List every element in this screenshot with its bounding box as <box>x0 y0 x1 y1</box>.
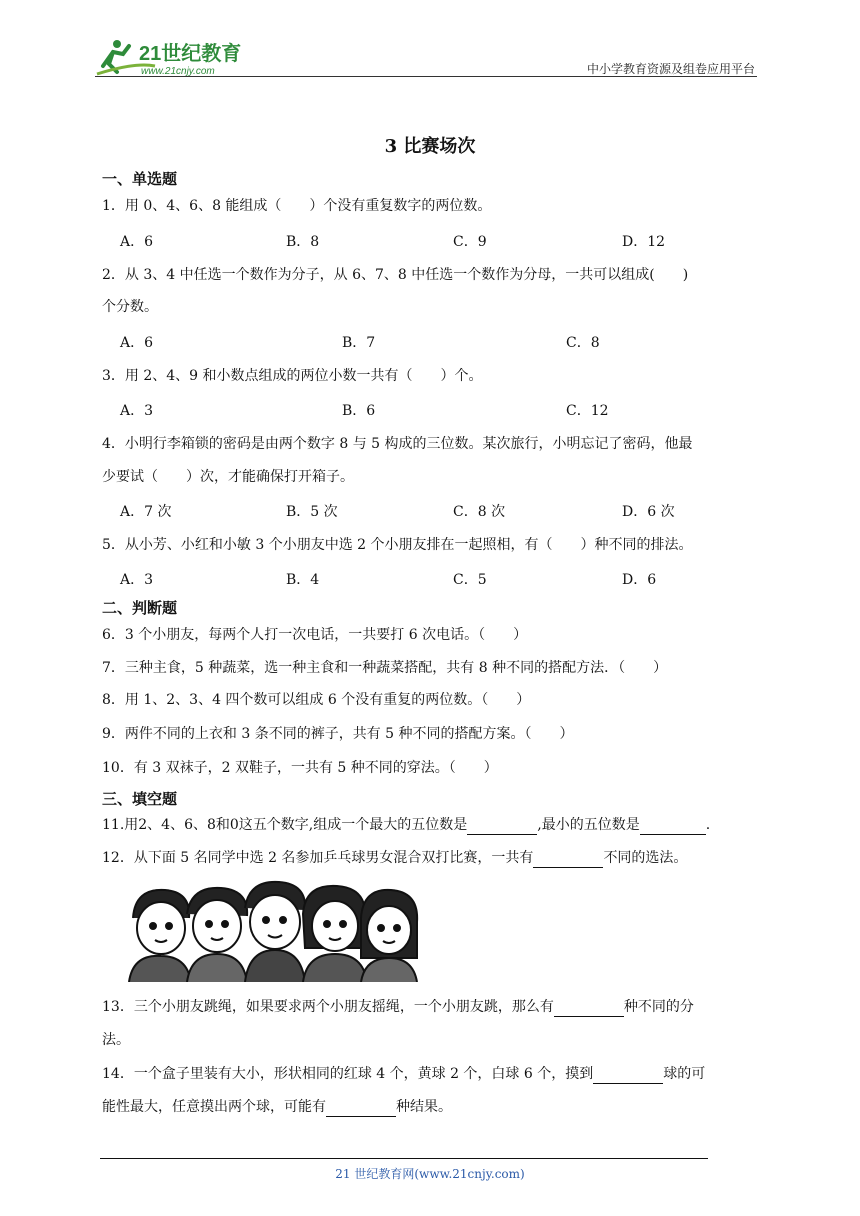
section-heading-fill-blank: 三、填空题 <box>102 790 178 808</box>
question-6: 6．3 个小朋友，每两个人打一次电话，一共要打 6 次电话。（ ） <box>102 627 528 643</box>
q14-text-4: 种结果。 <box>396 1099 452 1115</box>
q11-text-1: 11.用2、4、6、8和0这五个数字,组成一个最大的五位数是 <box>102 817 468 833</box>
q2-option-b: B．7 <box>342 335 376 351</box>
q14-text-3: 能性最大，任意摸出两个球，可能有 <box>102 1099 326 1115</box>
footer-link[interactable]: 21 世纪教育网(www.21cnjy.com) <box>335 1167 525 1181</box>
q2-option-c: C．8 <box>566 335 600 351</box>
question-3: 3．用 2、4、9 和小数点组成的两位小数一共有（ ）个。 <box>102 368 483 384</box>
question-10: 10．有 3 双袜子，2 双鞋子，一共有 5 种不同的穿法。（ ） <box>102 760 498 776</box>
question-11 <box>102 815 710 835</box>
q13-blank[interactable] <box>554 1000 624 1017</box>
q3-option-b: B．6 <box>342 403 376 419</box>
q1-option-b: B．8 <box>286 234 320 250</box>
section-heading-single-choice: 一、单选题 <box>102 170 178 188</box>
q11-text-3: . <box>705 817 711 833</box>
header-platform-text: 中小学教育资源及组卷应用平台 <box>586 62 755 76</box>
question-8: 8．用 1、2、3、4 四个数可以组成 6 个没有重复的两位数。（ ） <box>102 692 531 708</box>
q3-option-c: C．12 <box>566 403 609 419</box>
q11-blank-1[interactable] <box>467 818 537 835</box>
q14-blank-2[interactable] <box>326 1100 396 1117</box>
q13-text-2: 种不同的分 <box>623 999 694 1015</box>
q11-text-2: ,最小的五位数是 <box>537 817 640 833</box>
section-heading-true-false: 二、判断题 <box>102 599 178 617</box>
q12-text-1: 12．从下面 5 名同学中选 2 名参加乒乓球男女混合双打比赛，一共有 <box>102 850 534 866</box>
q4-option-c: C．8 次 <box>453 504 506 520</box>
question-1: 1．用 0、4、6、8 能组成（ ）个没有重复数字的两位数。 <box>102 198 492 214</box>
q11-blank-2[interactable] <box>640 818 706 835</box>
q13-text-1: 13．三个小朋友跳绳，如果要求两个小朋友摇绳，一个小朋友跳，那么有 <box>102 999 554 1015</box>
q4-option-a: A．7 次 <box>120 504 172 520</box>
footer-divider <box>100 1158 708 1159</box>
q2-option-a: A．6 <box>120 335 154 351</box>
q5-option-d: D．6 <box>622 572 657 588</box>
q14-blank-1[interactable] <box>593 1067 663 1084</box>
q5-option-a: A．3 <box>120 572 154 588</box>
q4-option-d: D．6 次 <box>622 504 675 520</box>
five-children-illustration <box>125 878 420 982</box>
question-13-line2: 法。 <box>102 1032 130 1048</box>
q14-text-1: 14．一个盒子里装有大小，形状相同的红球 4 个，黄球 2 个，白球 6 个，摸到 <box>102 1066 594 1082</box>
question-12 <box>102 848 687 868</box>
question-7: 7．三种主食，5 种蔬菜，选一种主食和一种蔬菜搭配，共有 8 种不同的搭配方法．（ ） <box>102 660 668 676</box>
q1-option-d: D．12 <box>622 234 666 250</box>
question-2-line1: 2．从 3、4 中任选一个数作为分子，从 6、7、8 中任选一个数作为分母，一共可以组成( ) <box>102 267 689 283</box>
q1-option-c: C．9 <box>453 234 487 250</box>
question-4-line2: 少要试（ ）次，才能确保打开箱子。 <box>102 469 354 485</box>
question-14-line2 <box>102 1097 452 1117</box>
question-14-line1 <box>102 1064 705 1084</box>
q3-option-a: A．3 <box>120 403 154 419</box>
site-logo <box>95 36 265 80</box>
header-divider <box>95 76 757 77</box>
q1-option-a: A．6 <box>120 234 154 250</box>
question-4-line1: 4．小明行李箱锁的密码是由两个数字 8 与 5 构成的三位数。某次旅行，小明忘记了密码，他最 <box>102 436 693 452</box>
q14-text-2: 球的可 <box>663 1066 706 1082</box>
page-title: 3 比赛场次 <box>384 136 476 157</box>
q5-option-c: C．5 <box>453 572 487 588</box>
question-9: 9．两件不同的上衣和 3 条不同的裤子，共有 5 种不同的搭配方案。（ ） <box>102 726 574 742</box>
question-5: 5．从小芳、小红和小敏 3 个小朋友中选 2 个小朋友排在一起照相，有（ ）种不同的排法。 <box>102 537 693 553</box>
logo-sub-text: www.21cnjy.com <box>141 66 215 77</box>
q4-option-b: B．5 次 <box>286 504 338 520</box>
logo-main-text: 21世纪教育 <box>139 43 242 65</box>
question-2-line2: 个分数。 <box>102 299 158 315</box>
q12-text-2: 不同的选法。 <box>603 850 688 866</box>
q5-option-b: B．4 <box>286 572 320 588</box>
question-13-line1 <box>102 997 694 1017</box>
q12-blank[interactable] <box>533 851 603 868</box>
